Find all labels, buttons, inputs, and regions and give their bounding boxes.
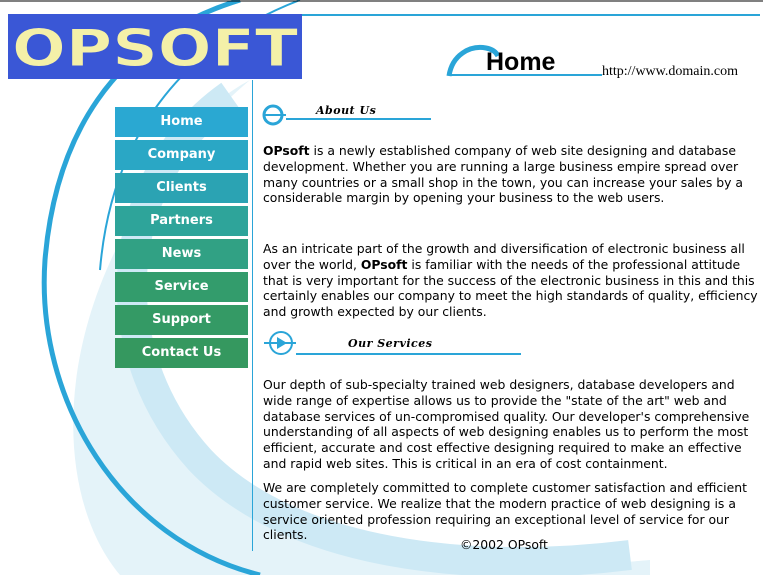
- nav-partners[interactable]: Partners: [115, 206, 248, 236]
- about-paragraph-2-text-a: As an intricate part of the growth and diversification of electronic business all over the world,: [263, 241, 745, 272]
- about-paragraph-2-text-b: is familiar with the needs of the professional attitude that is very important for the success of the electronic business in this and this certainly enables our company to meet the high standards of quality, efficiency and growth expected by our clients.: [263, 256, 758, 320]
- services-paragraph-2: We are completely committed to complete customer satisfaction and efficient customer service. We realize that the modern practice of web designing is a service oriented profession requiring an exceptional level of service for our clients.: [263, 480, 747, 543]
- services-heading: Our Services: [348, 337, 433, 350]
- about-heading: About Us: [316, 104, 377, 117]
- nav-service[interactable]: Service: [115, 272, 248, 302]
- nav-home[interactable]: Home: [115, 107, 248, 137]
- brand-name: OPsoft: [360, 256, 408, 272]
- nav-clients[interactable]: Clients: [115, 173, 248, 203]
- services-paragraph-1: Our depth of sub-specialty trained web designers, database developers and wide range of expertise allows us to provide the "state of the art" web and database services of un-compromised quality. Our developer's comprehensive understanding of all aspects of web designing enables us to perform the most efficient, accurate and cost effective designing required to make an effective and rapid web sites. This is critical in an era of cost containment.: [263, 377, 750, 471]
- site-url: http://www.domain.com: [602, 64, 738, 79]
- nav-contact-us[interactable]: Contact Us: [115, 338, 248, 368]
- about-paragraph-1-text: is a newly established company of web site designing and database development. Whether you are running a large business empire spread over many countries or a small shop in the town, you can increase your sales by a considerable margin by opening your business to the web users.: [263, 143, 743, 206]
- nav-support[interactable]: Support: [115, 305, 248, 335]
- svg-text:OPSOFT: OPSOFT: [12, 19, 299, 79]
- brand-name: OPsoft: [263, 143, 310, 158]
- nav-company[interactable]: Company: [115, 140, 248, 170]
- copyright: ©2002 OPsoft: [460, 537, 548, 552]
- nav-news[interactable]: News: [115, 239, 248, 269]
- page-title: Home: [486, 48, 556, 76]
